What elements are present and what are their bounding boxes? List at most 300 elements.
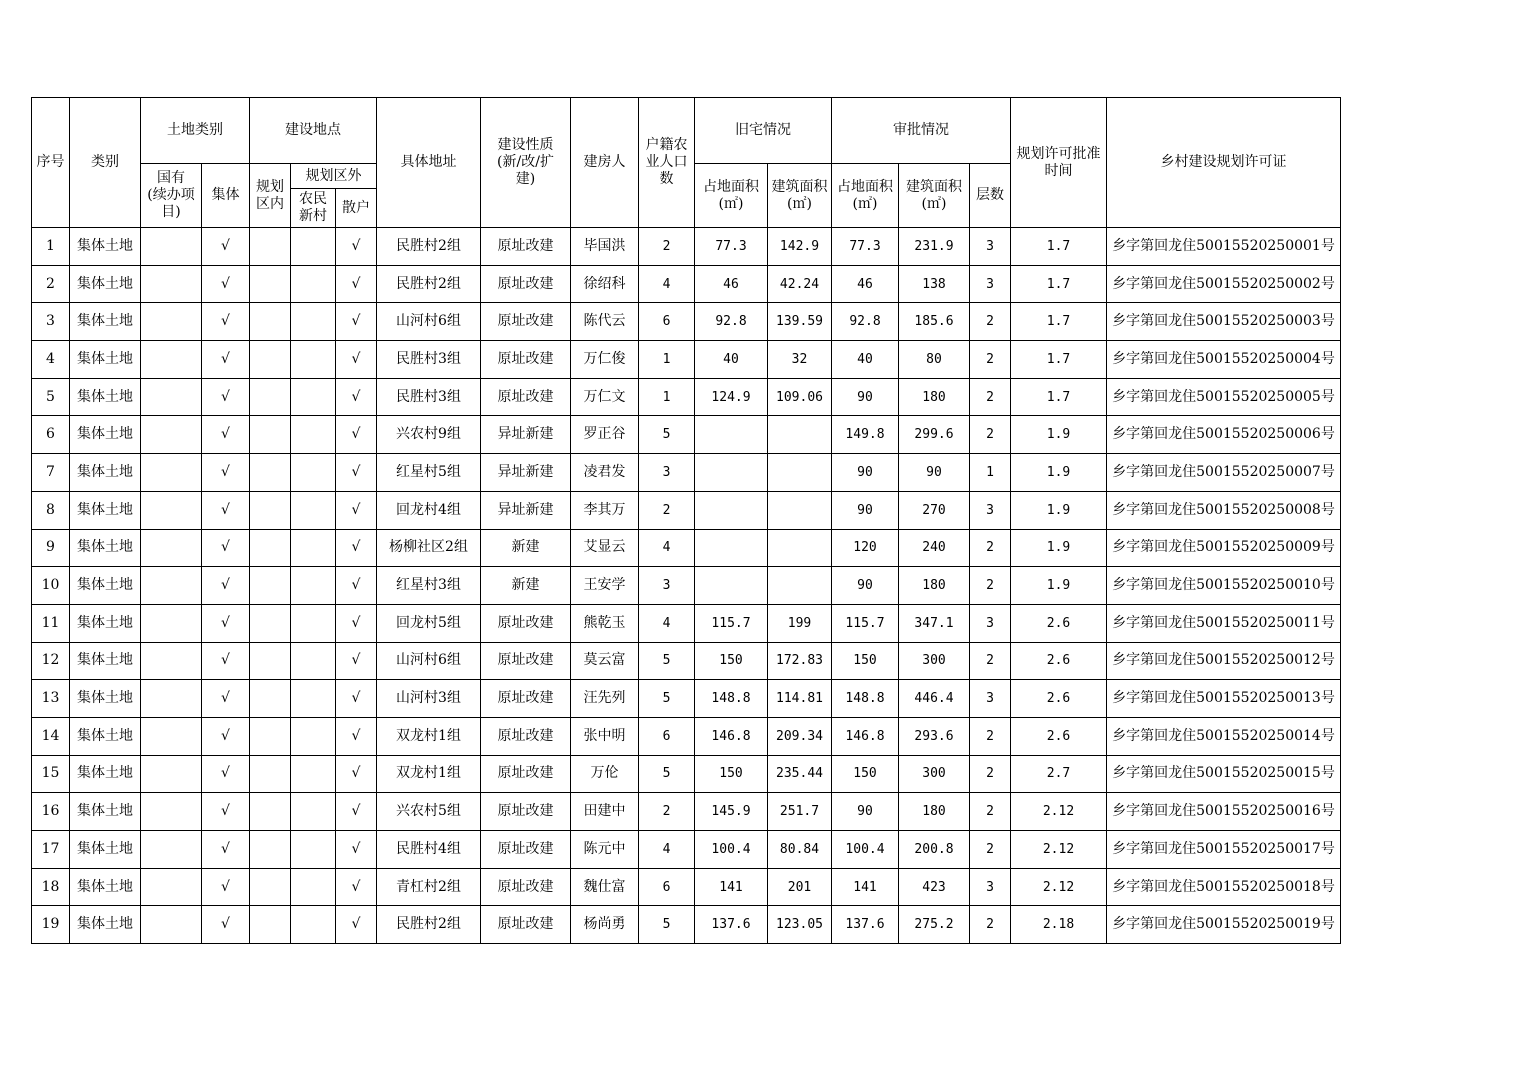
- cell-in-planning: [250, 906, 291, 944]
- cell-population: 6: [639, 303, 695, 341]
- cell-approval-time: 2.6: [1011, 604, 1107, 642]
- cell-permit: 乡字第回龙住50015520250015号: [1107, 755, 1341, 793]
- cell-in-planning: [250, 604, 291, 642]
- cell-approval-time: 1.9: [1011, 491, 1107, 529]
- cell-collective: √: [202, 529, 250, 567]
- cell-old-build-area: 209.34: [768, 717, 832, 755]
- cell-builder: 汪先列: [571, 680, 639, 718]
- table-row: [32, 831, 1341, 869]
- cell-collective: √: [202, 831, 250, 869]
- cell-state-owned: [141, 906, 202, 944]
- cell-permit: 乡字第回龙住50015520250013号: [1107, 680, 1341, 718]
- cell-scattered: √: [336, 228, 377, 266]
- table-row: [32, 906, 1341, 944]
- cell-farmer-village: [291, 567, 336, 605]
- cell-permit: 乡字第回龙住50015520250016号: [1107, 793, 1341, 831]
- cell-collective: √: [202, 906, 250, 944]
- cell-floors: 2: [970, 831, 1011, 869]
- table-row: [32, 868, 1341, 906]
- cell-old-land-area: 141: [695, 868, 768, 906]
- cell-approval-time: 2.12: [1011, 868, 1107, 906]
- cell-nature: 原址改建: [481, 906, 571, 944]
- cell-builder: 魏仕富: [571, 868, 639, 906]
- cell-old-build-area: 201: [768, 868, 832, 906]
- cell-old-build-area: [768, 454, 832, 492]
- cell-in-planning: [250, 868, 291, 906]
- cell-scattered: √: [336, 793, 377, 831]
- cell-nature: 原址改建: [481, 604, 571, 642]
- cell-collective: √: [202, 341, 250, 379]
- cell-farmer-village: [291, 680, 336, 718]
- cell-address: 红星村3组: [377, 567, 481, 605]
- cell-in-planning: [250, 228, 291, 266]
- cell-farmer-village: [291, 906, 336, 944]
- cell-floors: 2: [970, 793, 1011, 831]
- cell-collective: √: [202, 454, 250, 492]
- cell-approval-time: 1.9: [1011, 529, 1107, 567]
- table-row: [32, 717, 1341, 755]
- cell-seq: 5: [32, 378, 70, 416]
- header-old-house: 旧宅情况: [695, 98, 832, 164]
- cell-approval-time: 1.7: [1011, 265, 1107, 303]
- cell-collective: √: [202, 228, 250, 266]
- cell-farmer-village: [291, 755, 336, 793]
- header-location: 建设地点: [250, 98, 377, 164]
- cell-population: 3: [639, 567, 695, 605]
- cell-in-planning: [250, 341, 291, 379]
- cell-address: 红星村5组: [377, 454, 481, 492]
- cell-old-land-area: 115.7: [695, 604, 768, 642]
- cell-nature: 原址改建: [481, 642, 571, 680]
- cell-old-land-area: [695, 454, 768, 492]
- cell-category: 集体土地: [70, 642, 141, 680]
- cell-old-land-area: 92.8: [695, 303, 768, 341]
- cell-permit: 乡字第回龙住50015520250010号: [1107, 567, 1341, 605]
- cell-seq: 2: [32, 265, 70, 303]
- cell-farmer-village: [291, 265, 336, 303]
- cell-scattered: √: [336, 341, 377, 379]
- cell-category: 集体土地: [70, 680, 141, 718]
- cell-in-planning: [250, 567, 291, 605]
- cell-old-build-area: 123.05: [768, 906, 832, 944]
- cell-state-owned: [141, 341, 202, 379]
- cell-in-planning: [250, 755, 291, 793]
- cell-builder: 罗正谷: [571, 416, 639, 454]
- cell-builder: 万伦: [571, 755, 639, 793]
- cell-population: 5: [639, 755, 695, 793]
- cell-new-build-area: 293.6: [899, 717, 970, 755]
- table-row: [32, 265, 1341, 303]
- table-row: [32, 755, 1341, 793]
- cell-address: 民胜村4组: [377, 831, 481, 869]
- cell-farmer-village: [291, 529, 336, 567]
- cell-seq: 12: [32, 642, 70, 680]
- cell-nature: 新建: [481, 567, 571, 605]
- cell-new-build-area: 240: [899, 529, 970, 567]
- cell-farmer-village: [291, 831, 336, 869]
- cell-new-build-area: 138: [899, 265, 970, 303]
- cell-old-land-area: [695, 529, 768, 567]
- cell-seq: 9: [32, 529, 70, 567]
- cell-collective: √: [202, 717, 250, 755]
- cell-address: 双龙村1组: [377, 755, 481, 793]
- cell-collective: √: [202, 491, 250, 529]
- cell-floors: 2: [970, 567, 1011, 605]
- cell-seq: 13: [32, 680, 70, 718]
- header-new-land-area: 占地面积 (㎡): [832, 164, 899, 228]
- cell-collective: √: [202, 567, 250, 605]
- cell-old-build-area: [768, 529, 832, 567]
- header-category: 类别: [70, 98, 141, 228]
- cell-state-owned: [141, 868, 202, 906]
- cell-farmer-village: [291, 416, 336, 454]
- cell-old-build-area: 139.59: [768, 303, 832, 341]
- cell-floors: 2: [970, 341, 1011, 379]
- cell-collective: √: [202, 604, 250, 642]
- cell-permit: 乡字第回龙住50015520250001号: [1107, 228, 1341, 266]
- cell-old-land-area: 150: [695, 755, 768, 793]
- cell-collective: √: [202, 680, 250, 718]
- cell-in-planning: [250, 491, 291, 529]
- cell-scattered: √: [336, 604, 377, 642]
- cell-in-planning: [250, 303, 291, 341]
- cell-farmer-village: [291, 642, 336, 680]
- cell-farmer-village: [291, 378, 336, 416]
- cell-farmer-village: [291, 604, 336, 642]
- cell-new-land-area: 149.8: [832, 416, 899, 454]
- cell-state-owned: [141, 454, 202, 492]
- cell-in-planning: [250, 416, 291, 454]
- cell-old-land-area: 46: [695, 265, 768, 303]
- cell-collective: √: [202, 416, 250, 454]
- cell-old-build-area: [768, 416, 832, 454]
- cell-in-planning: [250, 378, 291, 416]
- cell-collective: √: [202, 793, 250, 831]
- cell-old-build-area: [768, 567, 832, 605]
- cell-state-owned: [141, 491, 202, 529]
- cell-address: 民胜村3组: [377, 378, 481, 416]
- header-approval: 审批情况: [832, 98, 1011, 164]
- cell-old-build-area: 172.83: [768, 642, 832, 680]
- cell-population: 2: [639, 228, 695, 266]
- cell-in-planning: [250, 793, 291, 831]
- cell-permit: 乡字第回龙住50015520250018号: [1107, 868, 1341, 906]
- header-scattered: 散户: [336, 189, 377, 228]
- cell-category: 集体土地: [70, 341, 141, 379]
- cell-builder: 熊乾玉: [571, 604, 639, 642]
- cell-nature: 异址新建: [481, 416, 571, 454]
- cell-address: 山河村3组: [377, 680, 481, 718]
- cell-new-land-area: 90: [832, 567, 899, 605]
- cell-scattered: √: [336, 567, 377, 605]
- cell-address: 兴农村5组: [377, 793, 481, 831]
- cell-state-owned: [141, 303, 202, 341]
- cell-population: 1: [639, 341, 695, 379]
- cell-farmer-village: [291, 303, 336, 341]
- cell-population: 2: [639, 793, 695, 831]
- cell-seq: 11: [32, 604, 70, 642]
- cell-approval-time: 1.7: [1011, 303, 1107, 341]
- cell-category: 集体土地: [70, 868, 141, 906]
- cell-builder: 徐绍科: [571, 265, 639, 303]
- cell-new-build-area: 185.6: [899, 303, 970, 341]
- cell-new-build-area: 446.4: [899, 680, 970, 718]
- cell-approval-time: 2.12: [1011, 831, 1107, 869]
- cell-scattered: √: [336, 454, 377, 492]
- cell-nature: 异址新建: [481, 491, 571, 529]
- cell-approval-time: 1.9: [1011, 416, 1107, 454]
- cell-category: 集体土地: [70, 378, 141, 416]
- cell-address: 回龙村5组: [377, 604, 481, 642]
- cell-in-planning: [250, 642, 291, 680]
- cell-population: 5: [639, 416, 695, 454]
- cell-builder: 陈元中: [571, 831, 639, 869]
- cell-state-owned: [141, 378, 202, 416]
- cell-permit: 乡字第回龙住50015520250008号: [1107, 491, 1341, 529]
- cell-floors: 3: [970, 491, 1011, 529]
- cell-permit: 乡字第回龙住50015520250017号: [1107, 831, 1341, 869]
- cell-new-build-area: 180: [899, 378, 970, 416]
- cell-seq: 16: [32, 793, 70, 831]
- cell-old-build-area: 199: [768, 604, 832, 642]
- cell-nature: 原址改建: [481, 868, 571, 906]
- cell-new-land-area: 115.7: [832, 604, 899, 642]
- cell-new-build-area: 299.6: [899, 416, 970, 454]
- cell-in-planning: [250, 717, 291, 755]
- cell-nature: 原址改建: [481, 680, 571, 718]
- cell-builder: 毕国洪: [571, 228, 639, 266]
- cell-population: 2: [639, 491, 695, 529]
- header-state-owned: 国有 (续办项 目): [141, 164, 202, 228]
- header-approval-time: 规划许可批准 时间: [1011, 98, 1107, 228]
- cell-old-land-area: [695, 567, 768, 605]
- cell-permit: 乡字第回龙住50015520250011号: [1107, 604, 1341, 642]
- cell-new-build-area: 423: [899, 868, 970, 906]
- cell-new-land-area: 137.6: [832, 906, 899, 944]
- cell-collective: √: [202, 642, 250, 680]
- table-row: [32, 604, 1341, 642]
- header-seq: 序号: [32, 98, 70, 228]
- cell-builder: 杨尚勇: [571, 906, 639, 944]
- cell-nature: 原址改建: [481, 341, 571, 379]
- cell-state-owned: [141, 831, 202, 869]
- cell-old-land-area: 150: [695, 642, 768, 680]
- cell-seq: 19: [32, 906, 70, 944]
- cell-farmer-village: [291, 793, 336, 831]
- cell-population: 4: [639, 529, 695, 567]
- table-row: [32, 680, 1341, 718]
- cell-nature: 原址改建: [481, 831, 571, 869]
- cell-new-build-area: 300: [899, 755, 970, 793]
- cell-permit: 乡字第回龙住50015520250019号: [1107, 906, 1341, 944]
- table-row: [32, 567, 1341, 605]
- cell-new-build-area: 180: [899, 793, 970, 831]
- permit-register-table: [31, 97, 1341, 944]
- header-builder: 建房人: [571, 98, 639, 228]
- table-row: [32, 454, 1341, 492]
- cell-seq: 3: [32, 303, 70, 341]
- cell-scattered: √: [336, 529, 377, 567]
- cell-builder: 凌君发: [571, 454, 639, 492]
- cell-category: 集体土地: [70, 831, 141, 869]
- header-permit: 乡村建设规划许可证: [1107, 98, 1341, 228]
- header-out-planning: 规划区外: [291, 164, 377, 189]
- cell-state-owned: [141, 228, 202, 266]
- table-row: [32, 529, 1341, 567]
- cell-new-land-area: 40: [832, 341, 899, 379]
- table-row: [32, 341, 1341, 379]
- header-new-build-area: 建筑面积 (㎡): [899, 164, 970, 228]
- cell-scattered: √: [336, 717, 377, 755]
- cell-population: 1: [639, 378, 695, 416]
- cell-seq: 4: [32, 341, 70, 379]
- cell-builder: 万仁文: [571, 378, 639, 416]
- cell-in-planning: [250, 680, 291, 718]
- cell-population: 5: [639, 906, 695, 944]
- cell-population: 3: [639, 454, 695, 492]
- cell-approval-time: 1.7: [1011, 378, 1107, 416]
- cell-scattered: √: [336, 680, 377, 718]
- cell-farmer-village: [291, 454, 336, 492]
- cell-permit: 乡字第回龙住50015520250004号: [1107, 341, 1341, 379]
- cell-scattered: √: [336, 378, 377, 416]
- cell-builder: 艾显云: [571, 529, 639, 567]
- cell-permit: 乡字第回龙住50015520250012号: [1107, 642, 1341, 680]
- header-old-land-area: 占地面积 (㎡): [695, 164, 768, 228]
- header-floors: 层数: [970, 164, 1011, 228]
- cell-floors: 2: [970, 529, 1011, 567]
- cell-new-land-area: 90: [832, 454, 899, 492]
- cell-new-build-area: 90: [899, 454, 970, 492]
- cell-seq: 8: [32, 491, 70, 529]
- cell-old-land-area: [695, 491, 768, 529]
- cell-seq: 7: [32, 454, 70, 492]
- table-row: [32, 642, 1341, 680]
- cell-floors: 3: [970, 604, 1011, 642]
- cell-population: 5: [639, 642, 695, 680]
- cell-approval-time: 1.7: [1011, 228, 1107, 266]
- table-row: [32, 793, 1341, 831]
- cell-new-land-area: 46: [832, 265, 899, 303]
- cell-category: 集体土地: [70, 454, 141, 492]
- cell-state-owned: [141, 265, 202, 303]
- table-body: [32, 228, 1341, 944]
- header-address: 具体地址: [377, 98, 481, 228]
- cell-address: 山河村6组: [377, 303, 481, 341]
- header-land-type: 土地类别: [141, 98, 250, 164]
- cell-address: 回龙村4组: [377, 491, 481, 529]
- cell-new-land-area: 141: [832, 868, 899, 906]
- cell-new-land-area: 150: [832, 642, 899, 680]
- cell-seq: 1: [32, 228, 70, 266]
- cell-approval-time: 2.6: [1011, 717, 1107, 755]
- cell-population: 5: [639, 680, 695, 718]
- cell-in-planning: [250, 265, 291, 303]
- cell-builder: 王安学: [571, 567, 639, 605]
- cell-state-owned: [141, 416, 202, 454]
- cell-approval-time: 2.7: [1011, 755, 1107, 793]
- cell-new-build-area: 347.1: [899, 604, 970, 642]
- header-nature: 建设性质 (新/改/扩 建): [481, 98, 571, 228]
- cell-farmer-village: [291, 341, 336, 379]
- header-in-planning: 规划 区内: [250, 164, 291, 228]
- cell-old-land-area: 100.4: [695, 831, 768, 869]
- cell-collective: √: [202, 265, 250, 303]
- cell-scattered: √: [336, 868, 377, 906]
- cell-floors: 2: [970, 906, 1011, 944]
- cell-address: 兴农村9组: [377, 416, 481, 454]
- cell-old-build-area: 114.81: [768, 680, 832, 718]
- cell-collective: √: [202, 868, 250, 906]
- cell-nature: 原址改建: [481, 228, 571, 266]
- cell-nature: 原址改建: [481, 265, 571, 303]
- cell-in-planning: [250, 831, 291, 869]
- cell-approval-time: 2.12: [1011, 793, 1107, 831]
- cell-state-owned: [141, 793, 202, 831]
- cell-old-land-area: [695, 416, 768, 454]
- cell-category: 集体土地: [70, 491, 141, 529]
- cell-approval-time: 2.6: [1011, 680, 1107, 718]
- cell-collective: √: [202, 755, 250, 793]
- cell-permit: 乡字第回龙住50015520250014号: [1107, 717, 1341, 755]
- cell-builder: 莫云富: [571, 642, 639, 680]
- cell-address: 民胜村3组: [377, 341, 481, 379]
- cell-floors: 3: [970, 868, 1011, 906]
- cell-category: 集体土地: [70, 529, 141, 567]
- cell-scattered: √: [336, 265, 377, 303]
- header-old-build-area: 建筑面积 (㎡): [768, 164, 832, 228]
- cell-category: 集体土地: [70, 604, 141, 642]
- cell-old-land-area: 148.8: [695, 680, 768, 718]
- cell-population: 4: [639, 265, 695, 303]
- cell-population: 6: [639, 868, 695, 906]
- cell-address: 民胜村2组: [377, 906, 481, 944]
- cell-permit: 乡字第回龙住50015520250007号: [1107, 454, 1341, 492]
- cell-new-land-area: 150: [832, 755, 899, 793]
- cell-state-owned: [141, 567, 202, 605]
- cell-state-owned: [141, 529, 202, 567]
- cell-builder: 万仁俊: [571, 341, 639, 379]
- cell-nature: 原址改建: [481, 378, 571, 416]
- cell-floors: 1: [970, 454, 1011, 492]
- cell-category: 集体土地: [70, 416, 141, 454]
- header-collective: 集体: [202, 164, 250, 228]
- cell-nature: 原址改建: [481, 303, 571, 341]
- cell-address: 杨柳社区2组: [377, 529, 481, 567]
- table-row: [32, 378, 1341, 416]
- cell-scattered: √: [336, 906, 377, 944]
- cell-scattered: √: [336, 755, 377, 793]
- cell-new-land-area: 100.4: [832, 831, 899, 869]
- cell-category: 集体土地: [70, 906, 141, 944]
- cell-new-land-area: 90: [832, 793, 899, 831]
- cell-old-land-area: 137.6: [695, 906, 768, 944]
- cell-old-build-area: 142.9: [768, 228, 832, 266]
- cell-permit: 乡字第回龙住50015520250005号: [1107, 378, 1341, 416]
- header-population: 户籍农 业人口 数: [639, 98, 695, 228]
- cell-state-owned: [141, 680, 202, 718]
- cell-farmer-village: [291, 868, 336, 906]
- cell-old-land-area: 77.3: [695, 228, 768, 266]
- cell-floors: 3: [970, 680, 1011, 718]
- cell-category: 集体土地: [70, 567, 141, 605]
- cell-approval-time: 2.18: [1011, 906, 1107, 944]
- cell-address: 青杠村2组: [377, 868, 481, 906]
- cell-seq: 14: [32, 717, 70, 755]
- cell-new-build-area: 270: [899, 491, 970, 529]
- cell-nature: 原址改建: [481, 793, 571, 831]
- cell-new-build-area: 300: [899, 642, 970, 680]
